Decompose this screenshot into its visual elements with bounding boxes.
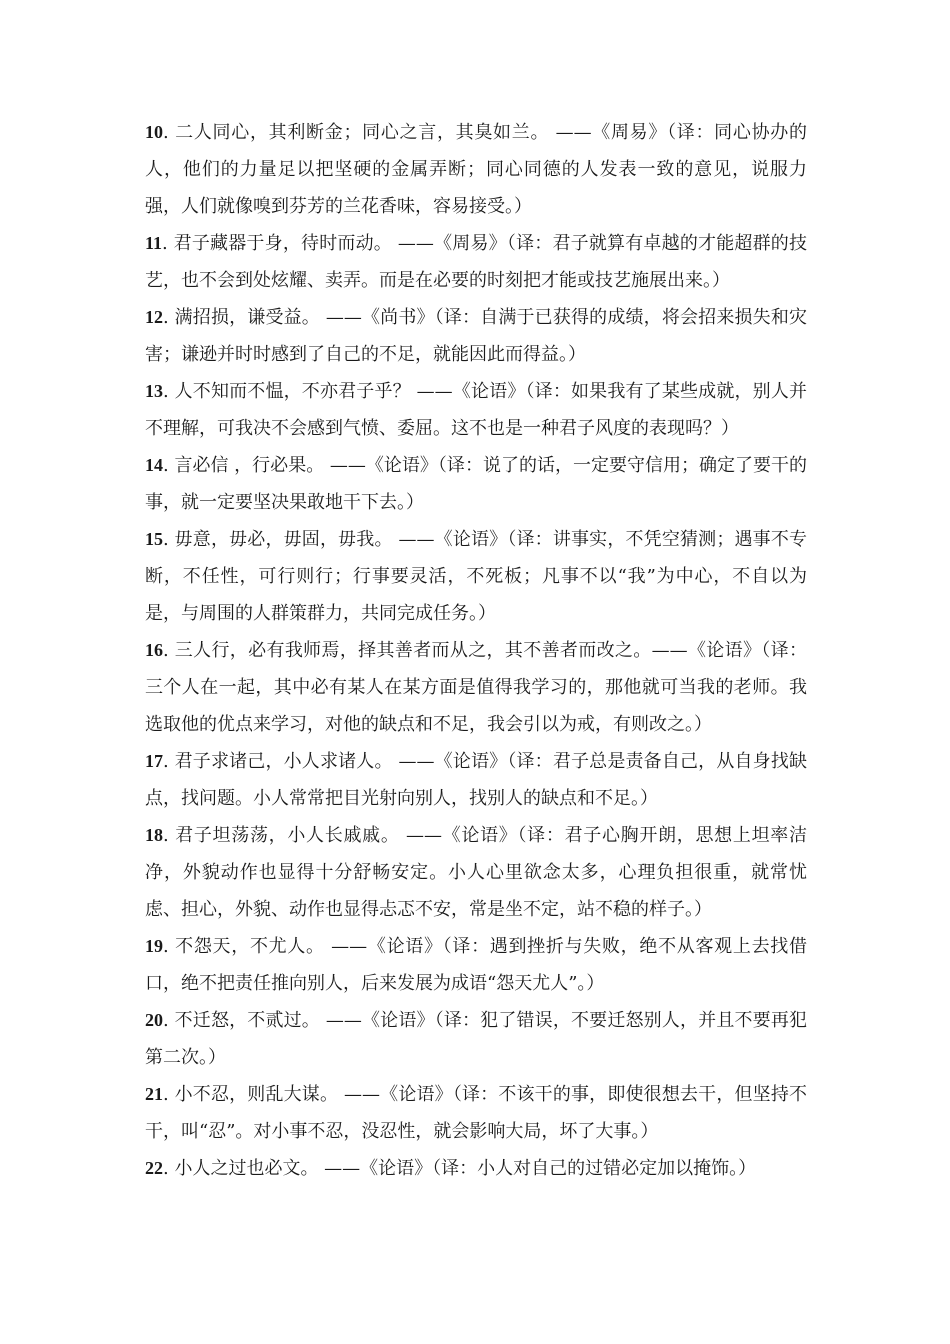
entry-text: . 满招损，谦受益。 ——《尚书》（译：自满于已获得的成绩，将会招来损失和灾害；谦逊并时时感到了自己的不足，就能因此而得益。） — [145, 307, 807, 365]
entry-text: . 三人行，必有我师焉，择其善者而从之，其不善者而改之。——《论语》（译：三个人在一起，其中必有某人在某方面是值得我学习的，那他就可当我的老师。我选取他的优点来学习，对他的缺点和不足，我会引以为戒，有则改之。） — [145, 640, 807, 735]
entry-text: . 小不忍，则乱大谋。 ——《论语》（译：不该干的事，即使很想去干，但坚持不干，叫“忍”。对小事不忍，没忍性，就会影响大局，坏了大事。） — [145, 1084, 807, 1142]
quotation-entry — [145, 1150, 807, 1187]
quotation-list — [145, 114, 807, 1187]
quotation-entry — [145, 928, 807, 1002]
quotation-entry — [145, 447, 807, 521]
entry-text: . 二人同心，其利断金；同心之言，其臭如兰。 ——《周易》（译：同心协办的人，他们的力量足以把坚硬的金属弄断；同心同德的人发表一致的意见，说服力强，人们就像嗅到芬芳的兰花香味，容易接受。） — [145, 122, 807, 217]
entry-text: . 小人之过也必文。 ——《论语》（译：小人对自己的过错必定加以掩饰。） — [163, 1158, 757, 1179]
entry-number: 18 — [145, 825, 163, 845]
entry-text: . 君子求诸己，小人求诸人。 ——《论语》（译：君子总是责备自己，从自身找缺点，找问题。小人常常把目光射向别人，找别人的缺点和不足。） — [145, 751, 807, 809]
entry-number: 22 — [145, 1158, 163, 1178]
quotation-entry — [145, 225, 807, 299]
entry-text: . 不怨天，不尤人。 ——《论语》（译：遇到挫折与失败，绝不从客观上去找借口，绝不把责任推向别人，后来发展为成语“怨天尤人”。） — [145, 936, 807, 994]
quotation-entry — [145, 1002, 807, 1076]
entry-number: 11 — [145, 233, 163, 253]
entry-number: 10 — [145, 122, 163, 142]
entry-number: 20 — [145, 1010, 163, 1030]
quotation-entry — [145, 1076, 807, 1150]
entry-number: 13 — [145, 381, 163, 401]
entry-number: 16 — [145, 640, 163, 660]
quotation-entry — [145, 373, 807, 447]
entry-number: 17 — [145, 751, 163, 771]
quotation-entry — [145, 632, 807, 743]
entry-text: . 不迁怒，不贰过。 ——《论语》（译：犯了错误，不要迁怒别人，并且不要再犯第二次。） — [145, 1010, 807, 1068]
quotation-entry — [145, 114, 807, 225]
entry-number: 15 — [145, 529, 163, 549]
entry-text: . 言必信 ，行必果。 ——《论语》（译：说了的话，一定要守信用；确定了要干的事，就一定要坚决果敢地干下去。） — [145, 455, 807, 513]
quotation-entry — [145, 521, 807, 632]
entry-number: 14 — [145, 455, 163, 475]
quotation-entry — [145, 817, 807, 928]
quotation-entry — [145, 299, 807, 373]
entry-text: . 人不知而不愠，不亦君子乎？ ——《论语》（译：如果我有了某些成就，别人并不理解，可我决不会感到气愤、委屈。这不也是一种君子风度的表现吗？） — [145, 381, 807, 439]
entry-text: . 君子坦荡荡，小人长戚戚。 ——《论语》（译：君子心胸开朗，思想上坦率洁净，外貌动作也显得十分舒畅安定。小人心里欲念太多，心理负担很重，就常忧虑、担心，外貌、动作也显得忐忑不安，常是坐不定，站不稳的样子。） — [145, 825, 807, 920]
entry-text: . 毋意，毋必，毋固，毋我。 ——《论语》（译：讲事实，不凭空猜测；遇事不专断，不任性，可行则行；行事要灵活，不死板；凡事不以“我”为中心，不自以为是，与周围的人群策群力，共同完成任务。） — [145, 529, 807, 624]
quotation-entry — [145, 743, 807, 817]
entry-text: . 君子藏器于身，待时而动。 ——《周易》（译：君子就算有卓越的才能超群的技艺，也不会到处炫耀、卖弄。而是在必要的时刻把才能或技艺施展出来。） — [145, 233, 807, 291]
entry-number: 12 — [145, 307, 163, 327]
entry-number: 21 — [145, 1084, 163, 1104]
entry-number: 19 — [145, 936, 163, 956]
